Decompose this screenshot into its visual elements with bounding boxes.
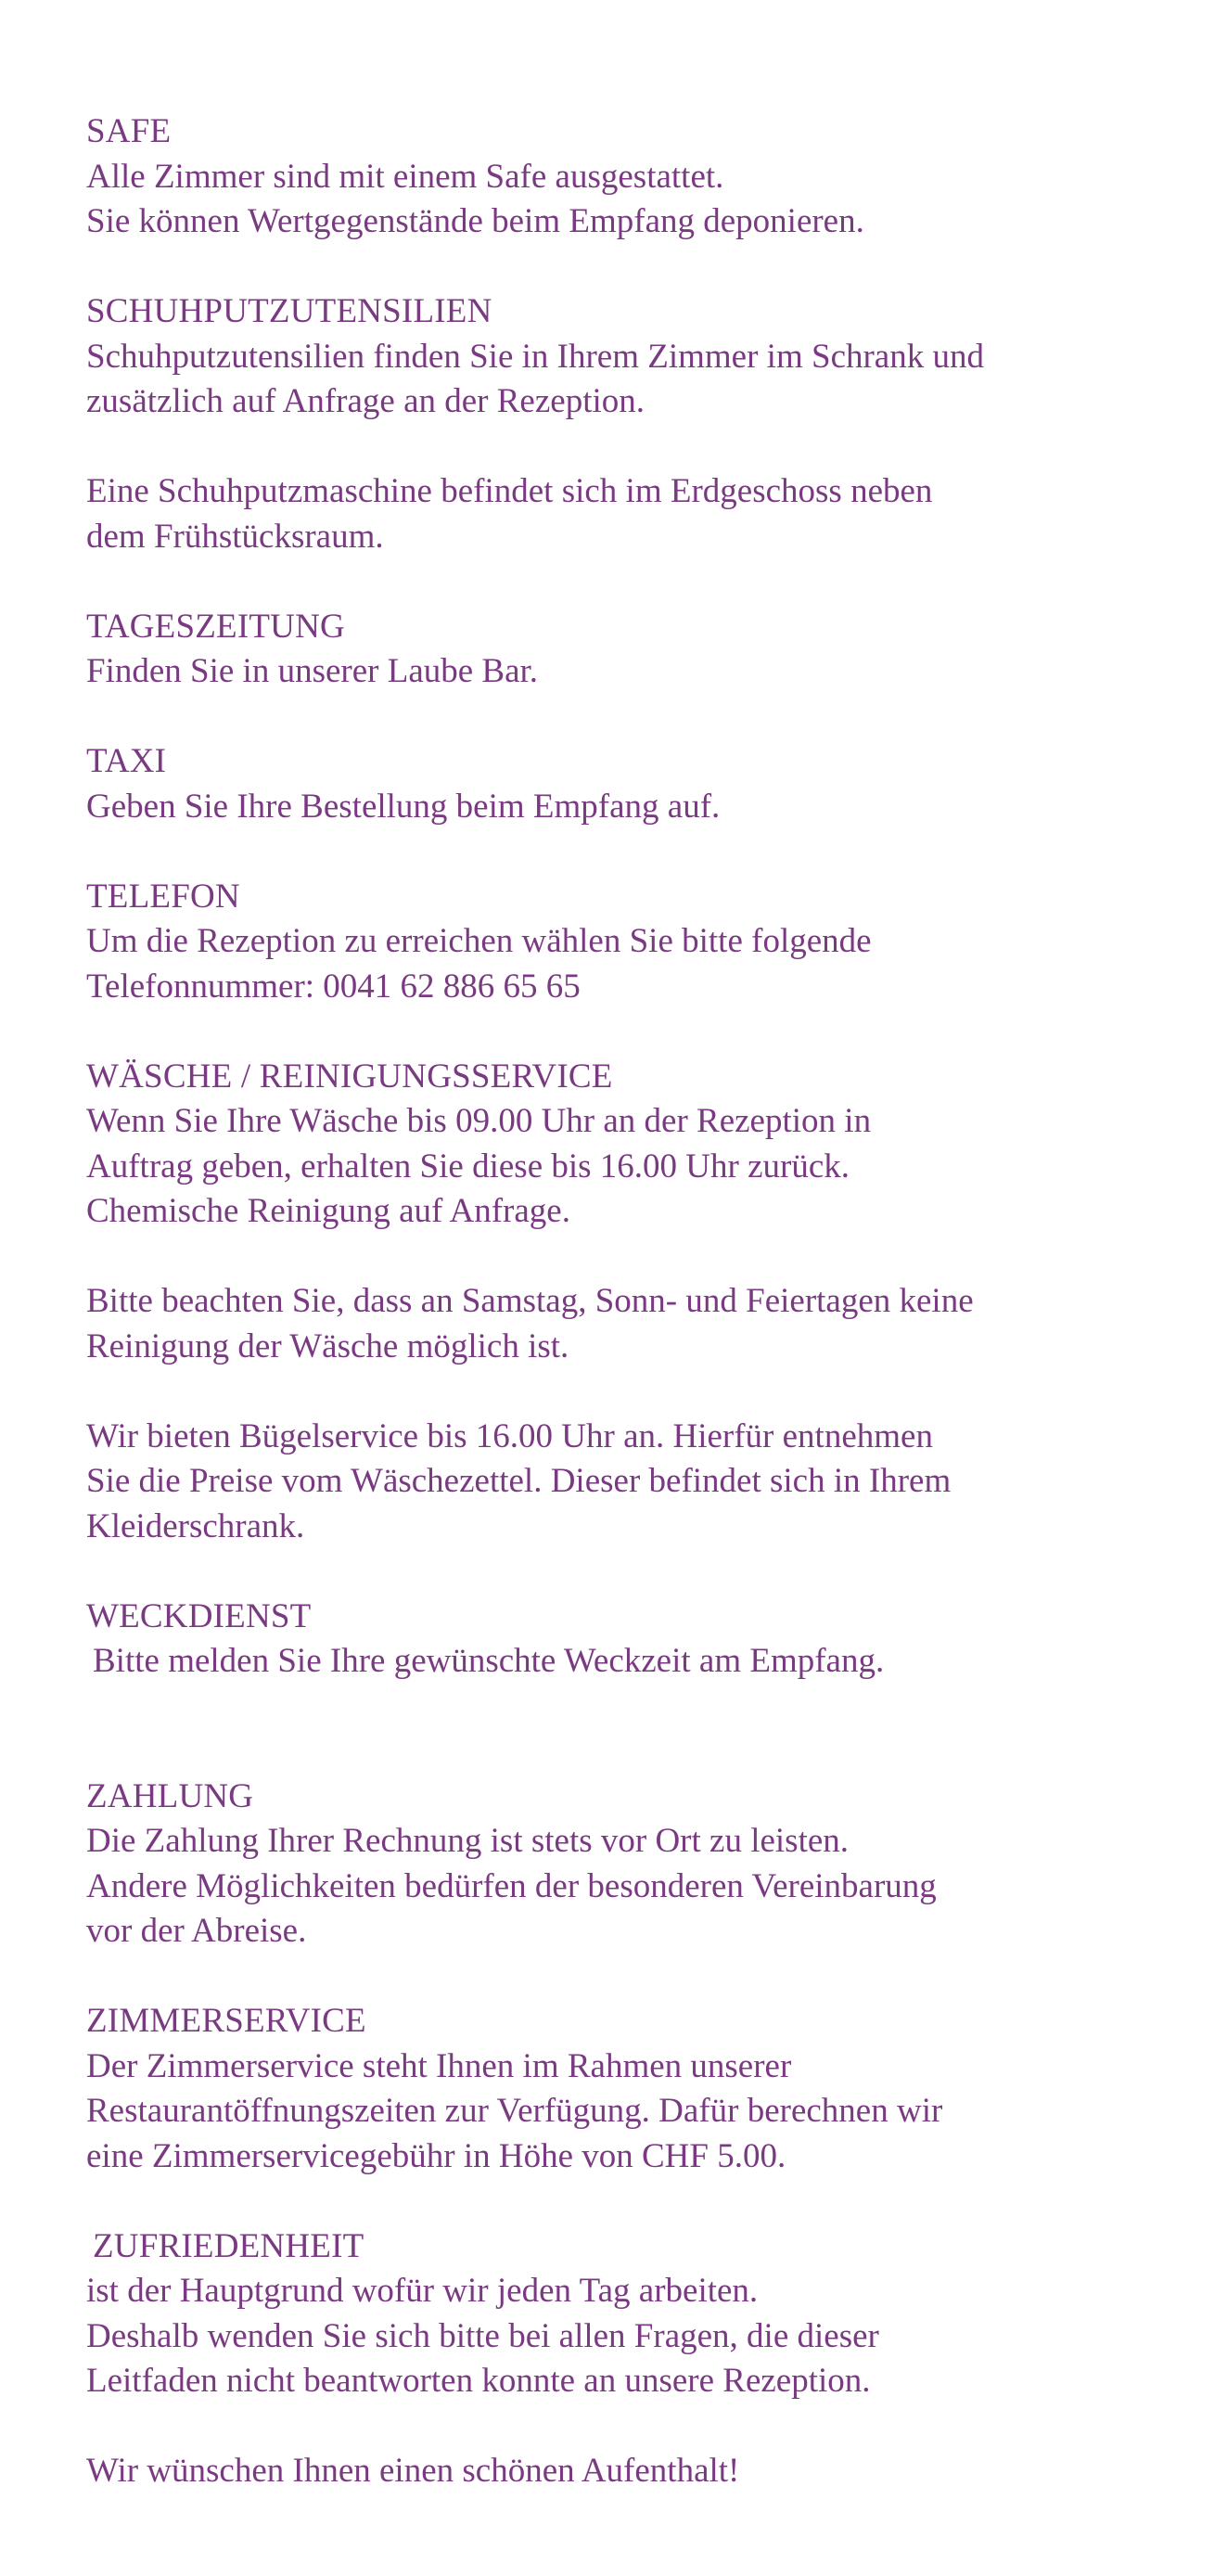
text-line: dem Frühstücksraum. [86, 517, 384, 556]
section-heading: TAGESZEITUNG [86, 607, 345, 646]
paragraph-feiertage [86, 1279, 1181, 1369]
section-taxi [86, 739, 1181, 829]
section-zimmerservice [86, 1999, 1181, 2179]
section-heading: TELEFON [86, 877, 240, 916]
phone-number-line: Telefonnummer: 0041 62 886 65 65 [86, 967, 581, 1006]
section-heading: ZAHLUNG [86, 1776, 254, 1815]
text-line: zusätzlich auf Anfrage an der Rezeption. [86, 382, 645, 420]
section-weckdienst [86, 1595, 1181, 1685]
section-heading: TAXI [86, 742, 167, 780]
text-line: vor der Abreise. [86, 1912, 307, 1950]
section-zufriedenheit [86, 2224, 1181, 2404]
text-line: Bitte melden Sie Ihre gewünschte Weckzeit am Empfang. [93, 1642, 885, 1680]
text-line: ist der Hauptgrund wofür wir jeden Tag arbeiten. [86, 2272, 759, 2310]
section-heading: ZUFRIEDENHEIT [93, 2226, 364, 2265]
section-safe [86, 109, 1181, 245]
section-heading: WÄSCHE / REINIGUNGSSERVICE [86, 1057, 613, 1096]
text-line: Schuhputzutensilien finden Sie in Ihrem Zimmer im Schrank und [86, 337, 984, 376]
text-line: Um die Rezeption zu erreichen wählen Sie bitte folgende [86, 922, 872, 960]
document-page [86, 109, 1181, 2539]
paragraph-schuhputzmaschine [86, 469, 1181, 559]
section-zahlung [86, 1775, 1181, 1954]
text-line: Chemische Reinigung auf Anfrage. [86, 1192, 570, 1230]
text-line: Deshalb wenden Sie sich bitte bei allen Fragen, die dieser [86, 2316, 879, 2355]
text-line: Kleiderschrank. [86, 1506, 305, 1545]
section-tageszeitung [86, 605, 1181, 695]
text-line: Auftrag geben, erhalten Sie diese bis 16.00 Uhr zurück. [86, 1147, 850, 1185]
text-line: Eine Schuhputzmaschine befindet sich im Erdgeschoss neben [86, 472, 933, 510]
text-line: Der Zimmerservice steht Ihnen im Rahmen unserer [86, 2046, 792, 2085]
text-line: Alle Zimmer sind mit einem Safe ausgestattet. [86, 157, 724, 196]
text-line: Restaurantöffnungszeiten zur Verfügung. Dafür berechnen wir [86, 2092, 943, 2130]
text-line: eine Zimmerservicegebühr in Höhe von CHF 5.00. [86, 2136, 786, 2175]
text-line: Die Zahlung Ihrer Rechnung ist stets vor Ort zu leisten. [86, 1822, 850, 1860]
text-line: Leitfaden nicht beantworten konnte an unsere Rezeption. [86, 2362, 871, 2400]
section-heading: SAFE [86, 112, 172, 150]
section-heading: WECKDIENST [86, 1596, 312, 1635]
text-line: Reinigung der Wäsche möglich ist. [86, 1326, 569, 1365]
text-line: Wenn Sie Ihre Wäsche bis 09.00 Uhr an der Rezeption in [86, 1102, 872, 1140]
section-schuhputzutensilien [86, 289, 1181, 425]
paragraph-buegelservice [86, 1415, 1181, 1550]
text-line: Andere Möglichkeiten bedürfen der besonderen Vereinbarung [86, 1866, 937, 1905]
section-waesche-reinigungsservice [86, 1055, 1181, 1235]
text-line: Bitte beachten Sie, dass an Samstag, Sonn- und Feiertagen keine [86, 1282, 974, 1320]
text-line: Wir wünschen Ihnen einen schönen Aufenthalt! [86, 2452, 740, 2490]
section-heading: ZIMMERSERVICE [86, 2002, 366, 2040]
section-heading: SCHUHPUTZUTENSILIEN [86, 292, 492, 330]
text-line: Finden Sie in unserer Laube Bar. [86, 652, 539, 690]
text-line: Sie können Wertgegenstände beim Empfang deponieren. [86, 202, 864, 240]
text-line: Wir bieten Bügelservice bis 16.00 Uhr an. Hierfür entnehmen [86, 1416, 933, 1455]
text-line: Geben Sie Ihre Bestellung beim Empfang auf. [86, 787, 721, 826]
closing-greeting [86, 2449, 1181, 2494]
text-line: Sie die Preise vom Wäschezettel. Dieser befindet sich in Ihrem [86, 1462, 952, 1500]
section-telefon [86, 875, 1181, 1010]
